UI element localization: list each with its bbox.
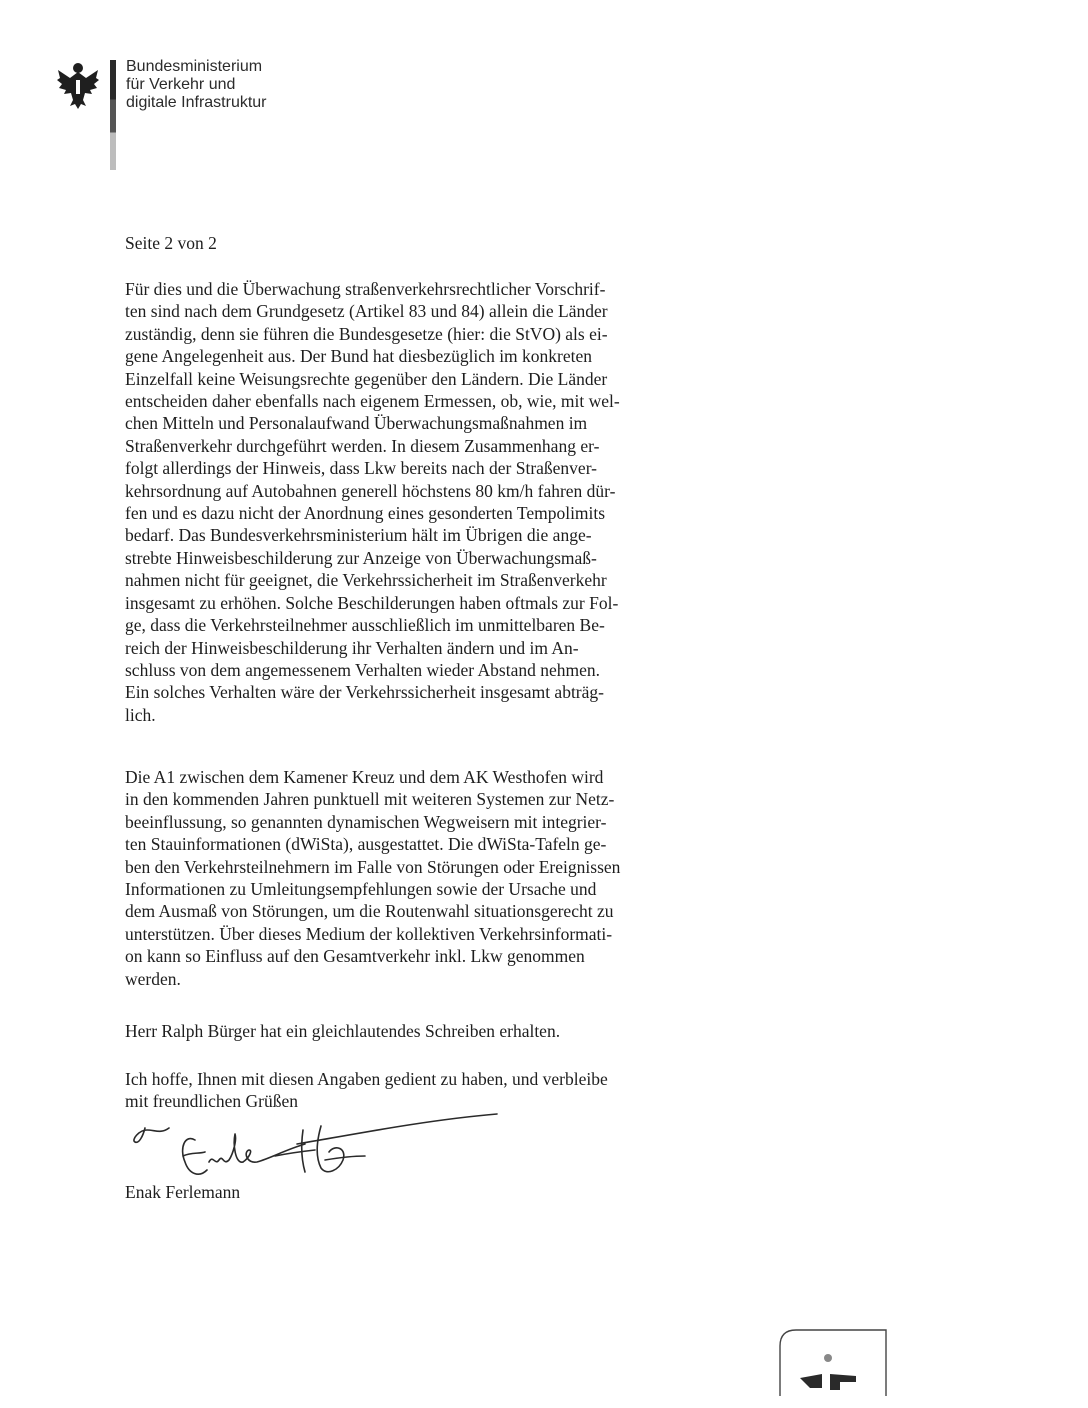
text-line: Die A1 zwischen dem Kamener Kreuz und dem AK Westhofen wird bbox=[125, 767, 604, 787]
paragraph-2 bbox=[125, 766, 745, 990]
ministry-name bbox=[126, 58, 267, 112]
text-line: schluss von dem angemessenem Verhalten wieder Abstand nehmen. bbox=[125, 659, 600, 680]
letterhead bbox=[56, 58, 316, 178]
text-line: ten Stauinformationen (dWiSta), ausgestattet. Die dWiSta-Tafeln ge- bbox=[125, 834, 607, 855]
text-line: nahmen nicht für geeignet, die Verkehrssicherheit im Straßenverkehr bbox=[125, 570, 607, 591]
page-number bbox=[125, 232, 745, 254]
signer-name: Enak Ferlemann bbox=[125, 1182, 241, 1202]
text-line: ten sind nach dem Grundgesetz (Artikel 83 und 84) allein die Länder bbox=[125, 301, 608, 322]
page-number-text: Seite 2 von 2 bbox=[125, 233, 217, 253]
handwritten-signature bbox=[125, 1100, 505, 1190]
text-line: Ich hoffe, Ihnen mit diesen Angaben gedient zu haben, und verbleibe bbox=[125, 1069, 608, 1089]
text-line: bedarf. Das Bundesverkehrsministerium hält im Übrigen die ange- bbox=[125, 525, 592, 546]
text-line: beeinflussung, so genannten dynamischen Wegweisern mit integrier- bbox=[125, 811, 607, 832]
ministry-line: für Verkehr und bbox=[126, 76, 236, 93]
text-line: folgt allerdings der Hinweis, dass Lkw bereits nach der Straßenver- bbox=[125, 458, 598, 479]
text-line: on kann so Einfluss auf den Gesamtverkehr inkl. Lkw genommen bbox=[125, 946, 585, 967]
text-line: Herr Ralph Bürger hat ein gleichlautendes Schreiben erhalten. bbox=[125, 1021, 561, 1041]
text-line: strebte Hinweisbeschilderung zur Anzeige von Überwachungsmaß- bbox=[125, 547, 597, 568]
text-line: entscheiden daher ebenfalls nach eigenem Ermessen, ob, wie, mit wel- bbox=[125, 391, 620, 412]
text-line: lich. bbox=[125, 704, 156, 725]
text-line: kehrsordnung auf Autobahnen generell höchstens 80 km/h fahren dür- bbox=[125, 480, 616, 501]
text-line: dem Ausmaß von Störungen, um die Routenwahl situationsgerecht zu bbox=[125, 901, 614, 922]
paragraph-3 bbox=[125, 1020, 745, 1042]
federal-eagle-icon bbox=[56, 60, 100, 110]
text-line: in den kommenden Jahren punktuell mit weiteren Systemen zur Netz- bbox=[125, 789, 615, 810]
ministry-line: digitale Infrastruktur bbox=[126, 94, 267, 111]
text-line: unterstützen. Über dieses Medium der kollektiven Verkehrsinformati- bbox=[125, 923, 613, 944]
text-line: zuständig, denn sie führen die Bundesgesetze (hier: die StVO) als ei- bbox=[125, 323, 608, 344]
stamp-logo bbox=[770, 1326, 890, 1396]
text-line: insgesamt zu erhöhen. Solche Beschilderungen haben oftmals zur Fol- bbox=[125, 592, 619, 613]
text-line: Einzelfall keine Weisungsrechte gegenüber den Ländern. Die Länder bbox=[125, 368, 608, 389]
paragraph-1 bbox=[125, 278, 745, 726]
text-line: fen und es dazu nicht der Anordnung eines gesonderten Tempolimits bbox=[125, 503, 606, 524]
text-line: Für dies und die Überwachung straßenverkehrsrechtlicher Vorschrif- bbox=[125, 279, 606, 299]
text-line: gene Angelegenheit aus. Der Bund hat diesbezüglich im konkreten bbox=[125, 346, 593, 367]
ministry-line: Bundesministerium bbox=[126, 58, 263, 75]
text-line: Informationen zu Umleitungsempfehlungen sowie der Ursache und bbox=[125, 879, 597, 900]
text-line: Straßenverkehr durchgeführt werden. In diesem Zusammenhang er- bbox=[125, 435, 600, 456]
text-line: chen Mitteln und Personalaufwand Überwachungsmaßnahmen im bbox=[125, 413, 588, 434]
text-line: reich der Hinweisbeschilderung ihr Verhalten ändern und im An- bbox=[125, 637, 579, 658]
text-line: mit freundlichen Grüßen bbox=[125, 1091, 299, 1112]
text-line: ben den Verkehrsteilnehmern im Falle von Störungen oder Ereignissen bbox=[125, 856, 621, 877]
text-line: Ein solches Verhalten wäre der Verkehrssicherheit insgesamt abträg- bbox=[125, 682, 604, 703]
flag-bar bbox=[110, 60, 116, 170]
text-line: werden. bbox=[125, 968, 181, 989]
text-line: ge, dass die Verkehrsteilnehmer ausschließlich im unmittelbaren Be- bbox=[125, 615, 605, 636]
